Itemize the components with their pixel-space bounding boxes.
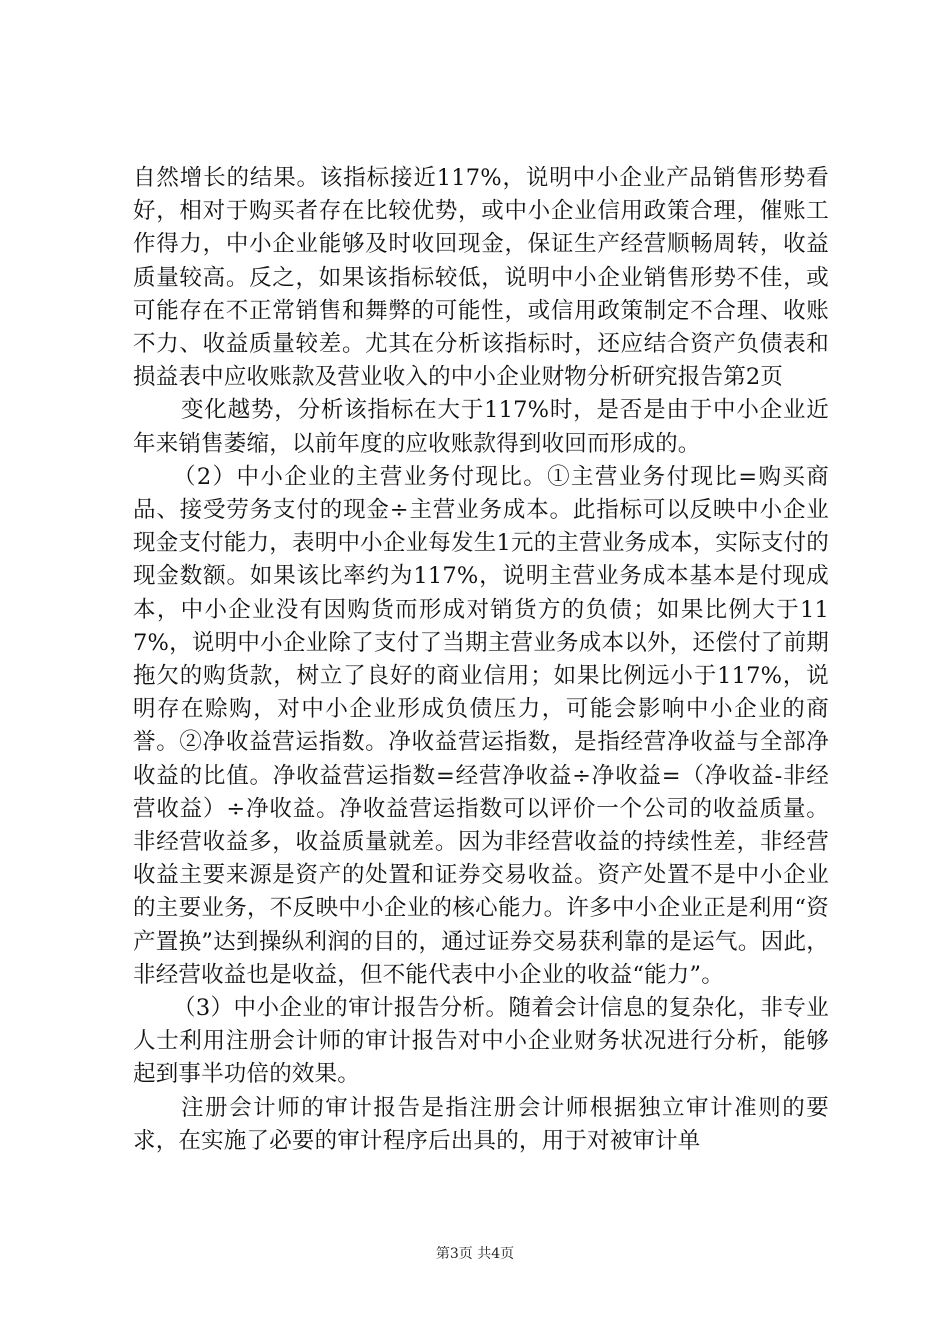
page-footer: 第3页 共4页 [435, 1246, 515, 1262]
paragraph-audit-report: 注册会计师的审计报告是指注册会计师根据独立审计准则的要求，在实施了必要的审计程序后出具的，用于对被审计单 [133, 1094, 829, 1154]
paragraph-trend: 变化越势，分析该指标在大于117%时，是否是由于中小企业近年来销售萎缩，以前年度的应收账款得到收回而形成的。 [133, 397, 829, 457]
paragraph-continuation: 自然增长的结果。该指标接近117%，说明中小企业产品销售形势看好，相对于购买者存在比较优势，或中小企业信用政策合理，催账工作得力，中小企业能够及时收回现金，保证生产经营顺畅周转，收益质量较高。反之，如果该指标较低，说明中小企业销售形势不佳，或可能存在不正常销售和舞弊的可能性，或信用政策制定不合理、收账不力、收益质量较差。尤其在分析该指标时，还应结合资产负债表和损益表中应收账款及营业收入的中小企业财物分析研究报告第2页 [133, 165, 829, 391]
paragraph-item-2: （2）中小企业的主营业务付现比。①主营业务付现比=购买商品、接受劳务支付的现金÷主营业务成本。此指标可以反映中小企业现金支付能力，表明中小企业每发生1元的主营业务成本，实际支付的现金数额。如果该比率约为117%，说明主营业务成本基本是付现成本，中小企业没有因购货而形成对销货方的负债；如果比例大于117%，说明中小企业除了支付了当期主营业务成本以外，还偿付了前期拖欠的购货款，树立了良好的商业信用；如果比例远小于117%，说明存在赊购，对中小企业形成负债压力，可能会影响中小企业的商誉。②净收益营运指数。净收益营运指数，是指经营净收益与全部净收益的比值。净收益营运指数=经营净收益÷净收益=（净收益-非经营收益）÷净收益。净收益营运指数可以评价一个公司的收益质量。非经营收益多，收益质量就差。因为非经营收益的持续性差，非经营收益主要来源是资产的处置和证券交易收益。资产处置不是中小企业的主要业务，不反映中小企业的核心能力。许多中小企业正是利用“资产置换”达到操纵利润的目的，通过证券交易获利靠的是运气。因此，非经营收益也是收益，但不能代表中小企业的收益“能力”。 [133, 463, 829, 988]
document-body [133, 162, 829, 1158]
paragraph-item-3: （3）中小企业的审计报告分析。随着会计信息的复杂化，非专业人士利用注册会计师的审计报告对中小企业财务状况进行分析，能够起到事半功倍的效果。 [133, 995, 829, 1088]
